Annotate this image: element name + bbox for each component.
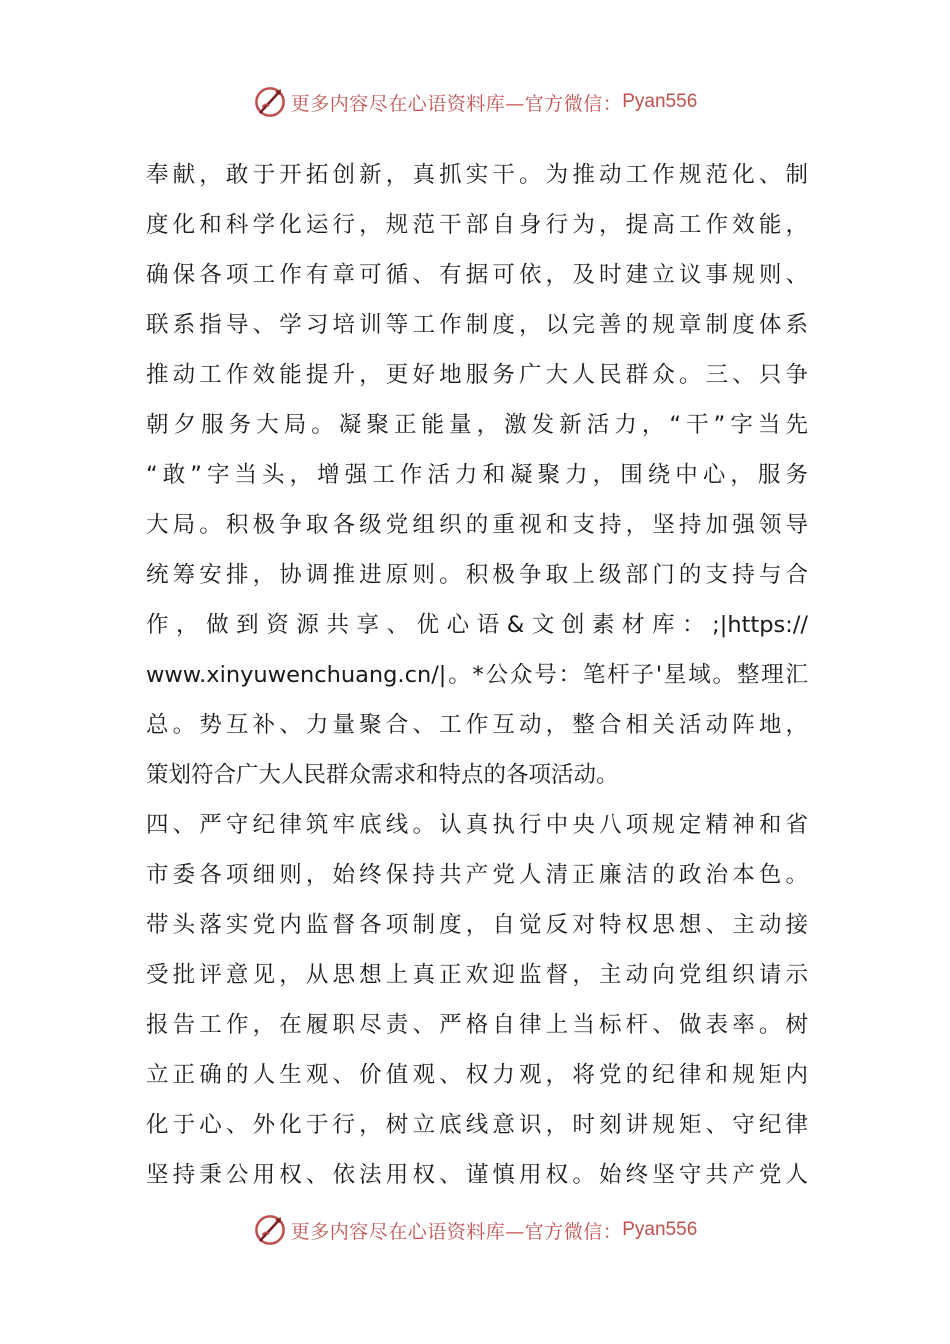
text-line: 作，做到资源共享、优心语&文创素材库：;|https:// [146,612,808,638]
text-line: 报告工作，在履职尽责、严格自律上当标杆、做表率。树 [146,1012,808,1038]
text-line: 统筹安排，协调推进原则。积极争取上级部门的支持与合 [146,562,808,588]
text-line: www.xinyuwenchuang.cn/|。*公众号：笔杆子'星域。整理汇 [146,662,808,688]
banner-text: 更多内容尽在心语资料库—官方微信： [290,92,623,115]
text-line: 立正确的人生观、价值观、权力观，将党的纪律和规矩内 [146,1062,808,1088]
text-line: 联系指导、学习培训等工作制度，以完善的规章制度体系 [146,312,808,338]
text-line: 市委各项细则，始终保持共产党人清正廉洁的政治本色。 [146,862,808,888]
banner-text: 更多内容尽在心语资料库—官方微信： [290,1220,623,1243]
wechat-id: Pyan556 [622,1219,698,1240]
text-line: 度化和科学化运行，规范干部自身行为，提高工作效能， [146,212,808,238]
document-body [146,150,808,1200]
text-line: 大局。积极争取各级党组织的重视和支持，坚持加强领导 [146,512,808,538]
footer-banner [0,1210,950,1250]
text-line: 带头落实党内监督各项制度，自觉反对特权思想、主动接 [146,912,808,938]
text-line: 化于心、外化于行，树立底线意识，时刻讲规矩、守纪律 [146,1112,808,1138]
text-line: 总。势互补、力量聚合、工作互动，整合相关活动阵地， [146,712,808,738]
text-line: 策划符合广大人民群众需求和特点的各项活动。 [146,762,619,788]
text-line: 坚持秉公用权、依法用权、谨慎用权。始终坚守共产党人 [146,1162,808,1188]
pen-circle-logo-icon [253,85,287,119]
text-line: 奉献，敢于开拓创新，真抓实干。为推动工作规范化、制 [146,162,808,188]
pen-circle-logo-icon [253,1213,287,1247]
text-line: 四、严守纪律筑牢底线。认真执行中央八项规定精神和省 [146,812,808,838]
header-banner [0,82,950,122]
text-line: “敢”字当头，增强工作活力和凝聚力，围绕中心，服务 [146,462,808,488]
text-line: 朝夕服务大局。凝聚正能量，激发新活力，“干”字当先 [146,412,808,438]
wechat-id: Pyan556 [622,91,698,112]
text-line: 受批评意见，从思想上真正欢迎监督，主动向党组织请示 [146,962,808,988]
text-line: 推动工作效能提升，更好地服务广大人民群众。三、只争 [146,362,808,388]
text-line: 确保各项工作有章可循、有据可依，及时建立议事规则、 [146,262,808,288]
